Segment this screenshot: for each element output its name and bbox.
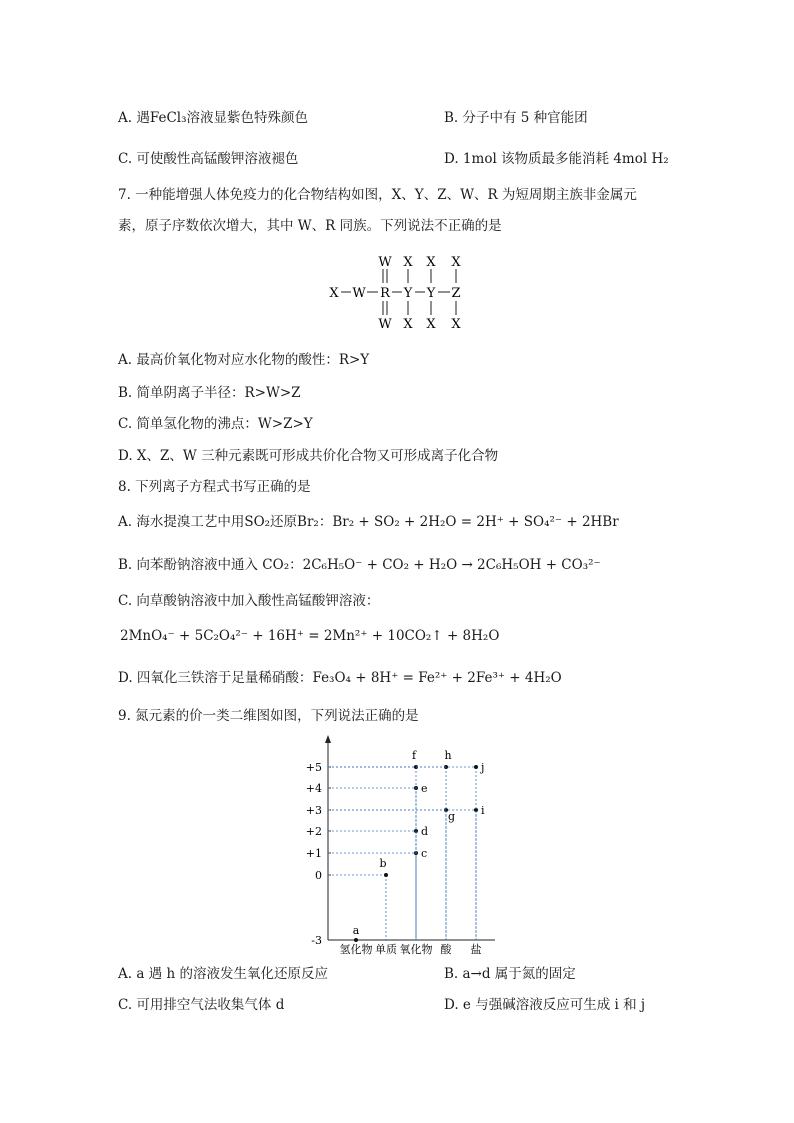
q6-option-a: A. 遇FeCl₃溶液显紫色特殊颜色 — [118, 110, 309, 126]
struct-main-1: W — [352, 286, 366, 301]
q8-c-equation: 2MnO₄⁻ + 5C₂O₄²⁻ + 16H⁺ = 2Mn²⁺ + 10CO₂↑ + 8H₂O — [120, 628, 500, 644]
struct-top-1: X — [403, 255, 413, 270]
point-label-h: h — [444, 749, 452, 762]
q9-option-c: C. 可用排空气法收集气体 d — [118, 997, 285, 1013]
q6-option-c: C. 可使酸性高锰酸钾溶液褪色 — [118, 151, 299, 167]
struct-main-0: X — [329, 286, 339, 301]
struct-top-2: X — [426, 255, 436, 270]
q8-b-text: B. 向苯酚钠溶液中通入 CO₂： — [118, 557, 303, 573]
point-label-d: d — [421, 825, 429, 838]
q8-option-b — [118, 555, 601, 575]
q7-option-b: B. 简单阴离子半径：R>W>Z — [118, 385, 301, 401]
point-label-c: c — [421, 847, 428, 860]
x-category-label: 酸 — [440, 943, 452, 955]
q8-b-equation: 2C₆H₅O⁻ + CO₂ + H₂O → 2C₆H₅OH + CO₃²⁻ — [302, 557, 601, 573]
y-tick-label: 0 — [315, 869, 322, 882]
y-tick-label: +4 — [305, 782, 322, 795]
q8-d-text: D. 四氧化三铁溶于足量稀硝酸： — [118, 670, 313, 686]
point-label-j: j — [481, 761, 485, 774]
q7-stem-line2: 素，原子序数依次增大，其中 W、R 同族。下列说法不正确的是 — [118, 218, 502, 234]
y-tick-label: -3 — [311, 934, 322, 947]
q9-option-a: A. a 遇 h 的溶液发生氧化还原反应 — [118, 966, 328, 982]
struct-bot-2: X — [426, 317, 436, 332]
q8-option-d — [118, 668, 562, 688]
q7-stem-line1: 7. 一种能增强人体免疫力的化合物结构如图，X、Y、Z、W、R 为短周期主族非金属元 — [118, 187, 637, 203]
q8-d-equation: Fe₃O₄ + 8H⁺ = Fe²⁺ + 2Fe³⁺ + 4H₂O — [312, 670, 562, 686]
point-b — [384, 873, 388, 877]
y-axis-arrow — [325, 735, 331, 743]
point-j — [474, 765, 478, 769]
q8-a-equation: Br₂ + SO₂ + 2H₂O = 2H⁺ + SO₄²⁻ + 2HBr — [332, 514, 619, 530]
q9-option-b: B. a→d 属于氮的固定 — [444, 966, 576, 982]
q9-option-d: D. e 与强碱溶液反应可生成 i 和 j — [444, 997, 646, 1013]
struct-bot-3: X — [451, 317, 461, 332]
y-tick-label: +2 — [305, 825, 322, 838]
point-label-f: f — [411, 749, 417, 762]
point-label-a: a — [352, 924, 360, 937]
y-tick-label: +5 — [305, 761, 322, 774]
point-label-g: g — [448, 810, 456, 823]
q9-valence-class-chart — [290, 735, 500, 955]
q7-option-c: C. 简单氢化物的沸点：W>Z>Y — [118, 416, 313, 432]
struct-main-2: R — [380, 286, 390, 301]
y-tick-label: +3 — [305, 804, 322, 817]
q8-option-c: C. 向草酸钠溶液中加入酸性高锰酸钾溶液： — [118, 593, 380, 609]
struct-bot-0: W — [378, 317, 392, 332]
struct-bot-1: X — [403, 317, 413, 332]
q8-stem: 8. 下列离子方程式书写正确的是 — [118, 479, 311, 495]
struct-main-5: Z — [451, 286, 461, 301]
point-label-i: i — [481, 804, 485, 817]
q7-option-a: A. 最高价氧化物对应水化物的酸性：R>Y — [118, 352, 370, 368]
struct-top-0: W — [378, 255, 392, 270]
point-a — [354, 938, 358, 942]
x-category-label: 氧化物 — [399, 943, 433, 955]
q8-option-a — [118, 512, 619, 532]
struct-main-3: Y — [403, 286, 413, 301]
q7-structure-diagram — [320, 250, 480, 334]
x-category-label: 盐 — [470, 943, 482, 955]
q8-a-text: A. 海水提溴工艺中用SO₂还原Br₂： — [118, 514, 333, 530]
q9-stem: 9. 氮元素的价一类二维图如图，下列说法正确的是 — [118, 708, 419, 724]
struct-top-3: X — [451, 255, 461, 270]
point-label-e: e — [421, 782, 428, 795]
x-category-label: 氢化物 — [339, 943, 373, 955]
q7-option-d: D. X、Z、W 三种元素既可形成共价化合物又可形成离子化合物 — [118, 448, 499, 464]
y-tick-label: +1 — [305, 847, 322, 860]
q6-option-d: D. 1mol 该物质最多能消耗 4mol H₂ — [444, 151, 669, 167]
x-category-label: 单质 — [375, 943, 397, 955]
struct-main-4: Y — [426, 286, 436, 301]
point-label-b: b — [379, 857, 387, 870]
q6-option-b: B. 分子中有 5 种官能团 — [444, 110, 588, 126]
